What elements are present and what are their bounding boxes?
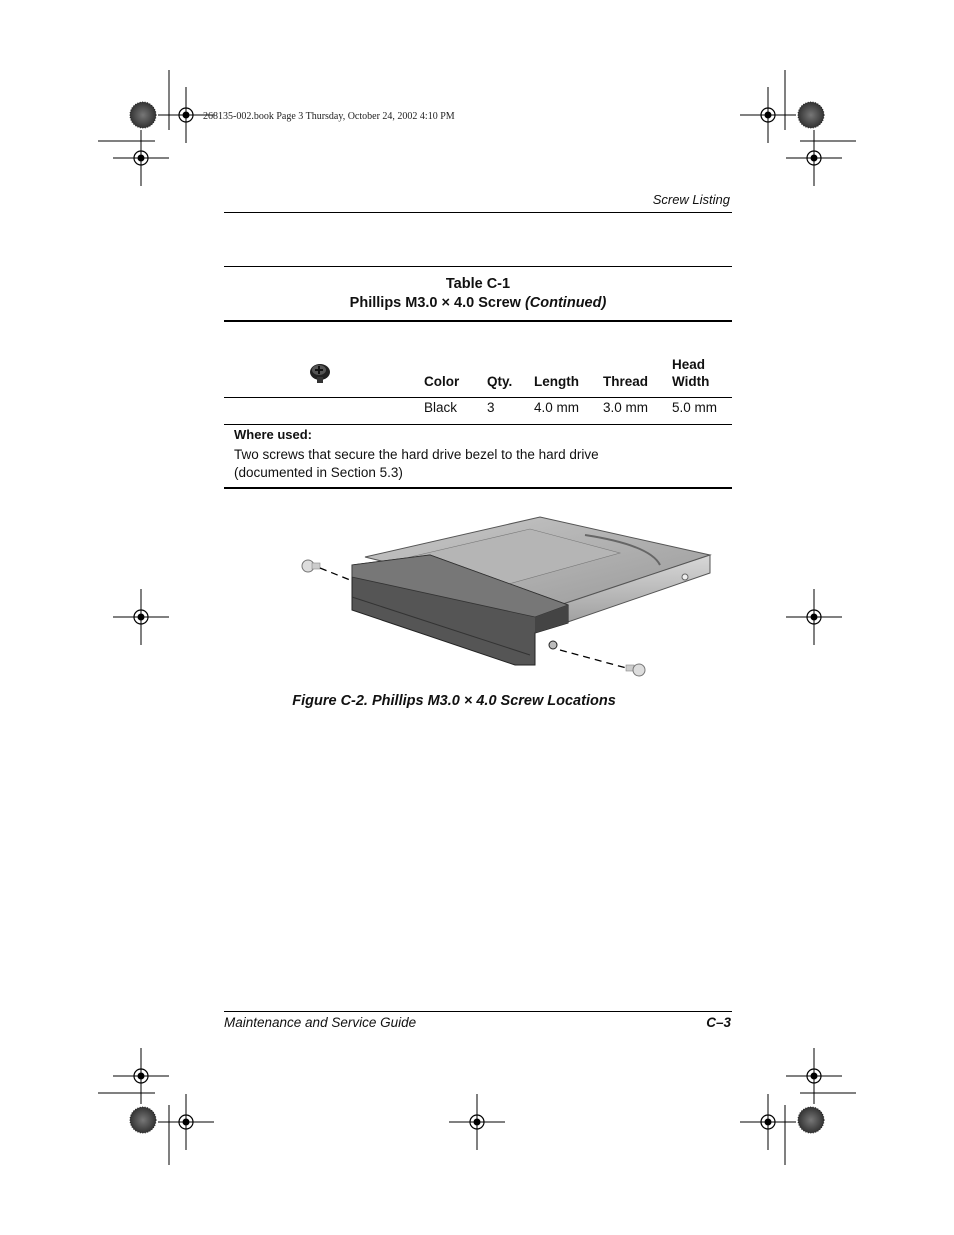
page-number: C–3 (706, 1015, 731, 1030)
col-color: Color (424, 374, 460, 389)
footer-title: Maintenance and Service Guide (224, 1015, 417, 1030)
table-bottom-rule (224, 487, 732, 489)
figure-caption: Figure C-2. Phillips M3.0 × 4.0 Screw Locations (292, 693, 616, 709)
cell-thread: 3.0 mm (603, 400, 649, 415)
where-used-line-1: Two screws that secure the hard drive bezel to the hard drive (234, 447, 599, 462)
col-length: Length (534, 374, 579, 389)
table-title-continued: (Continued) (524, 295, 607, 311)
cell-qty: 3 (487, 400, 495, 415)
where-used-line-2: (documented in Section 5.3) (234, 465, 403, 480)
printer-slug: 268135-002.book Page 3 Thursday, October 24, 2002 4:10 PM (203, 111, 455, 122)
screw-icon (308, 362, 332, 384)
cell-color: Black (424, 400, 458, 415)
col-qty: Qty. (487, 374, 513, 389)
table-number: Table C-1 (445, 276, 511, 292)
where-used-text (234, 446, 654, 482)
table-title-text: Phillips M3.0 × 4.0 Screw (349, 295, 521, 311)
cell-head-width: 5.0 mm (672, 400, 718, 415)
table-title-rule (224, 320, 732, 322)
col-head: Head (672, 357, 706, 372)
running-header: Screw Listing (652, 192, 730, 207)
header-rule (224, 212, 732, 213)
footer-rule (224, 1011, 732, 1012)
col-thread: Thread (603, 374, 649, 389)
screw-left (302, 560, 320, 572)
table-top-rule (224, 266, 732, 267)
hard-drive-illustration (290, 505, 730, 685)
screw-right (626, 664, 645, 676)
cell-length: 4.0 mm (534, 400, 580, 415)
where-used-label: Where used: (234, 427, 313, 442)
table-header-rule (224, 397, 732, 398)
table-row-rule (224, 424, 732, 425)
col-width: Width (672, 374, 710, 389)
table-title (224, 294, 732, 313)
